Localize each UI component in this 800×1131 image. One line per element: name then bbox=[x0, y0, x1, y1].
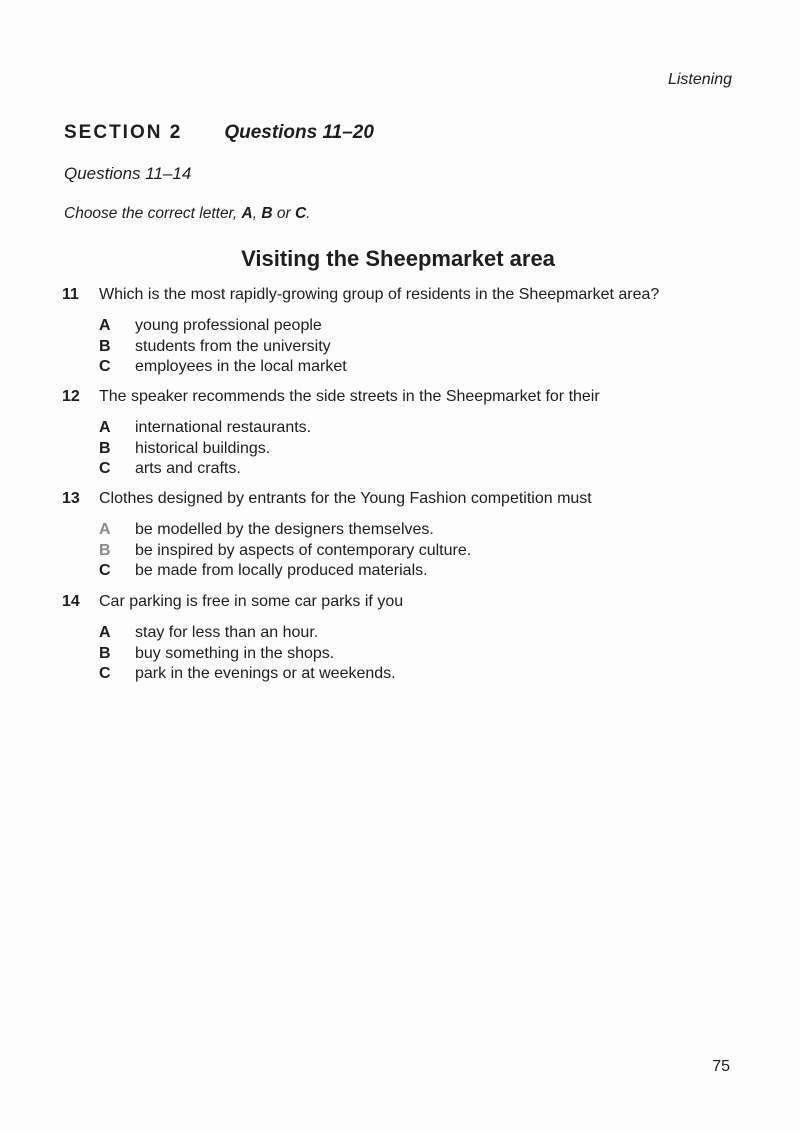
option-text: park in the evenings or at weekends. bbox=[135, 665, 396, 682]
question-text: Car parking is free in some car parks if you bbox=[99, 593, 404, 610]
question-14 bbox=[62, 592, 762, 685]
question-12 bbox=[62, 387, 762, 480]
question-number: 14 bbox=[62, 593, 80, 610]
option-list bbox=[99, 623, 762, 685]
section-range: Questions 11–20 bbox=[224, 122, 374, 143]
option-b bbox=[99, 337, 762, 358]
option-letter: C bbox=[99, 665, 111, 682]
option-letter: B bbox=[99, 541, 111, 559]
option-letter: B bbox=[99, 337, 111, 355]
option-b bbox=[99, 541, 762, 562]
option-text: historical buildings. bbox=[135, 439, 271, 457]
instruction-sep: , bbox=[252, 205, 257, 222]
option-text: be modelled by the designers themselves. bbox=[135, 521, 434, 538]
option-list bbox=[99, 418, 762, 480]
question-number: 11 bbox=[62, 286, 79, 303]
option-a bbox=[99, 316, 762, 337]
instruction-letter-b: B bbox=[261, 205, 273, 222]
option-list bbox=[99, 316, 762, 378]
section-label: SECTION 2 bbox=[64, 122, 183, 143]
question-number: 12 bbox=[62, 388, 80, 405]
option-c bbox=[99, 357, 762, 378]
page-title: Visiting the Sheepmarket area bbox=[241, 246, 555, 271]
option-letter: C bbox=[99, 358, 111, 375]
option-text: be inspired by aspects of contemporary culture. bbox=[135, 541, 472, 559]
question-stem bbox=[62, 592, 762, 612]
instruction-letter-c: C bbox=[294, 205, 307, 222]
option-a bbox=[99, 520, 762, 541]
questions-subheading: Questions 11–14 bbox=[64, 164, 192, 183]
running-head: Listening bbox=[667, 71, 732, 88]
option-text: arts and crafts. bbox=[135, 460, 241, 477]
question-text: The speaker recommends the side streets in the Sheepmarket for their bbox=[99, 388, 600, 405]
question-text: Which is the most rapidly-growing group of residents in the Sheepmarket area? bbox=[99, 286, 660, 303]
instruction-prefix: Choose the correct letter, bbox=[64, 205, 238, 222]
option-letter: A bbox=[99, 419, 111, 436]
instruction bbox=[64, 205, 310, 223]
option-text: be made from locally produced materials. bbox=[135, 562, 428, 579]
option-text: young professional people bbox=[135, 317, 322, 334]
instruction-end: . bbox=[306, 205, 311, 222]
question-11 bbox=[62, 285, 762, 378]
option-letter: A bbox=[99, 317, 111, 334]
option-b bbox=[99, 439, 762, 460]
question-text: Clothes designed by entrants for the Young Fashion competition must bbox=[99, 490, 592, 507]
option-letter: B bbox=[99, 439, 111, 457]
option-text: employees in the local market bbox=[135, 358, 347, 375]
option-text: international restaurants. bbox=[135, 419, 312, 436]
option-a bbox=[99, 623, 762, 644]
option-letter: C bbox=[99, 562, 111, 579]
option-list bbox=[99, 520, 762, 582]
option-letter: C bbox=[99, 460, 111, 477]
option-b bbox=[99, 644, 762, 665]
page-number: 75 bbox=[712, 1058, 730, 1075]
question-number: 13 bbox=[62, 490, 80, 507]
instruction-letter-a: A bbox=[241, 205, 253, 222]
option-text: students from the university bbox=[135, 337, 331, 355]
instruction-or: or bbox=[276, 205, 291, 222]
option-c bbox=[99, 664, 762, 685]
option-text: buy something in the shops. bbox=[135, 644, 335, 662]
question-stem bbox=[62, 285, 762, 305]
question-stem bbox=[62, 387, 762, 407]
section-heading bbox=[64, 122, 374, 144]
option-a bbox=[99, 418, 762, 439]
option-letter: A bbox=[99, 521, 111, 538]
option-c bbox=[99, 459, 762, 480]
question-stem bbox=[62, 489, 762, 509]
option-letter: B bbox=[99, 644, 111, 662]
option-letter: A bbox=[99, 624, 111, 641]
option-text: stay for less than an hour. bbox=[135, 624, 319, 641]
question-13 bbox=[62, 489, 762, 582]
option-c bbox=[99, 561, 762, 582]
